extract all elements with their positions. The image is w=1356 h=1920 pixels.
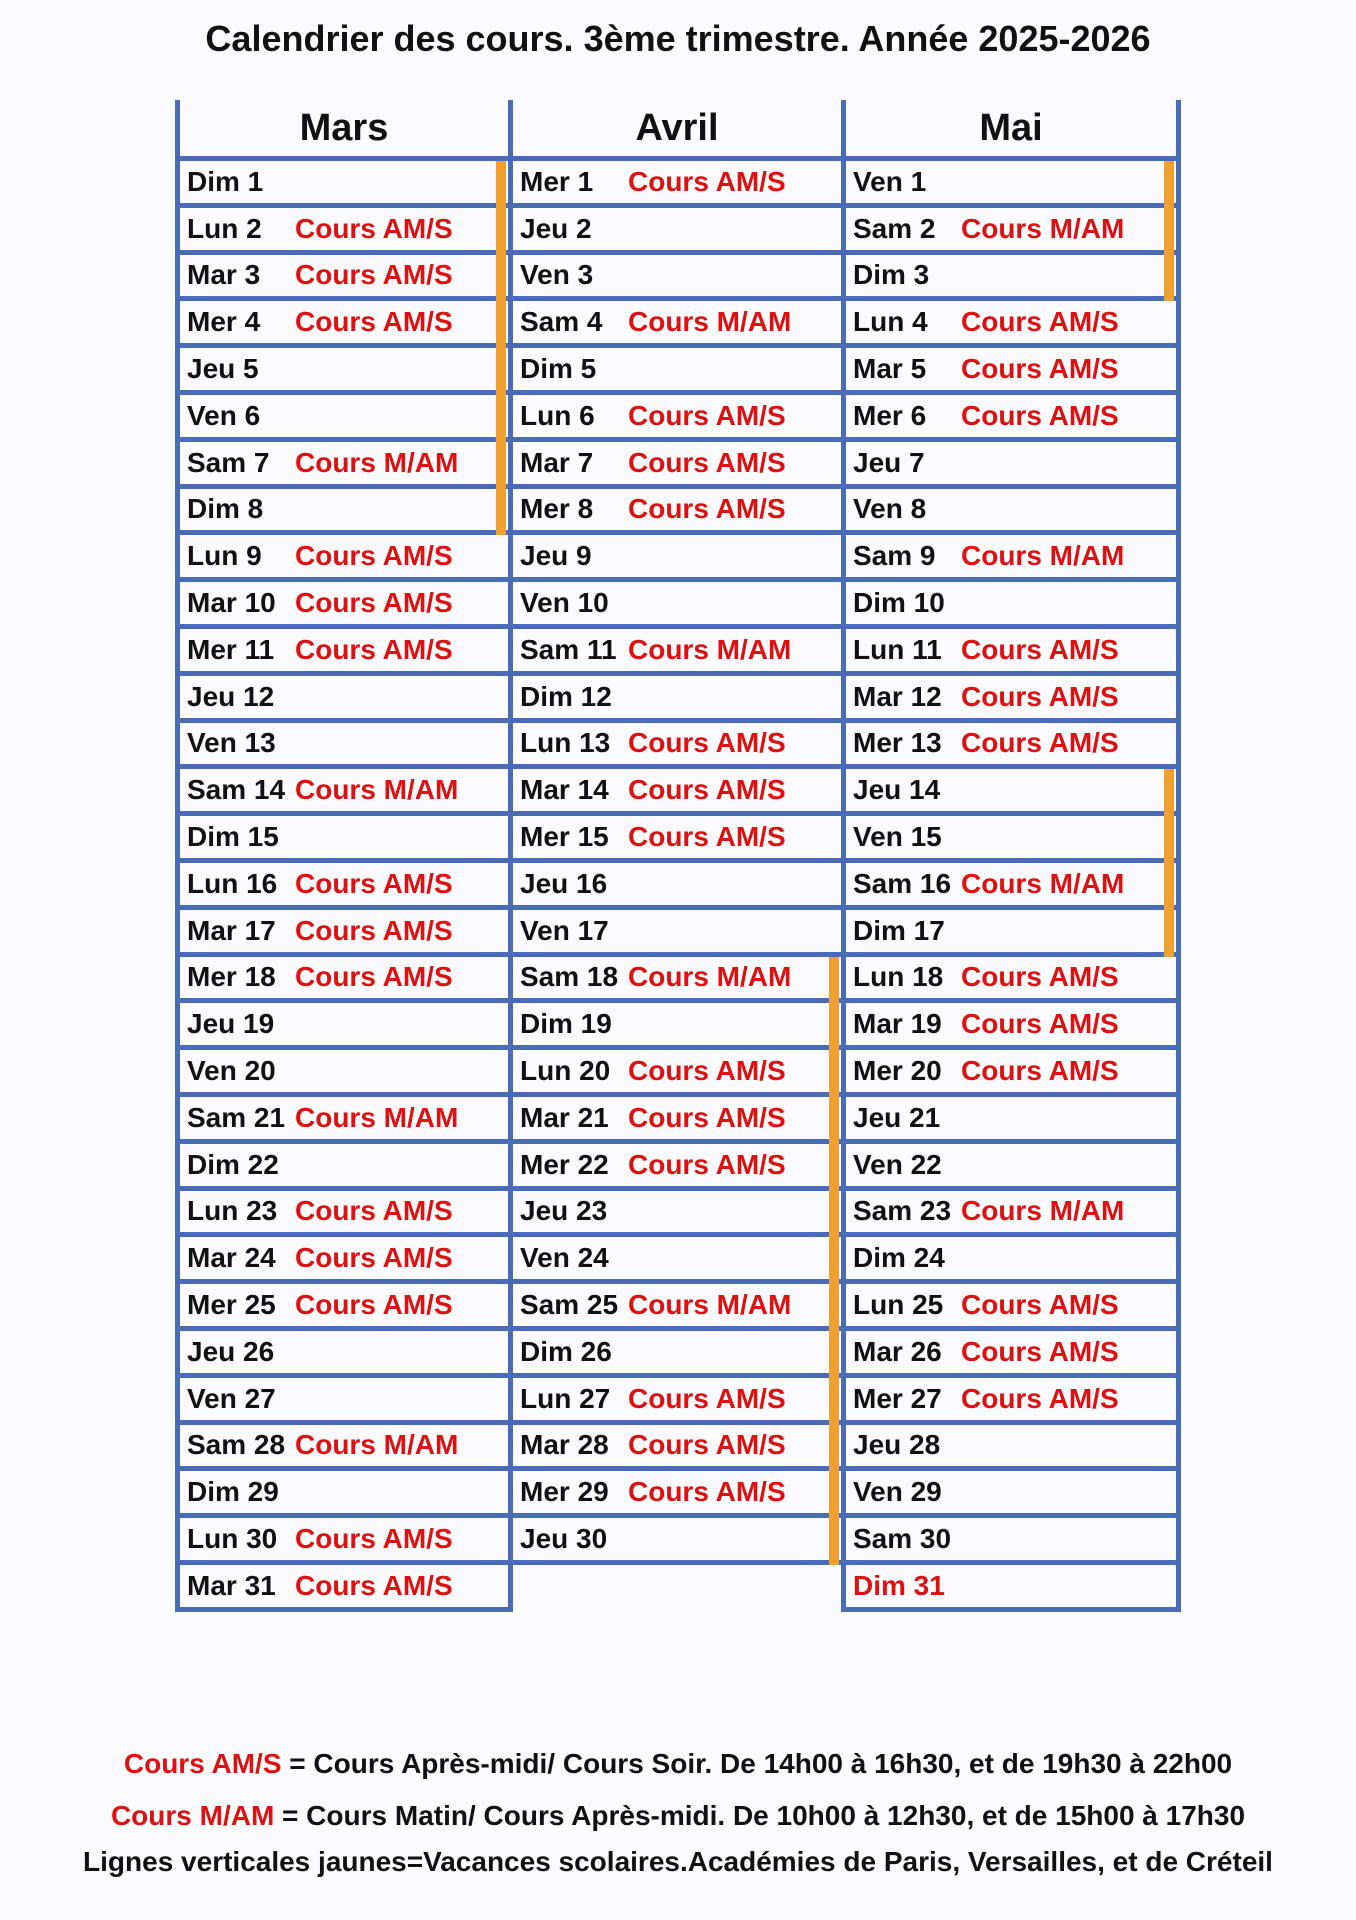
day-row	[513, 957, 841, 1004]
holiday-marker	[496, 208, 506, 255]
holiday-marker	[829, 1050, 839, 1097]
course-label: Cours AM/S	[961, 1382, 1119, 1414]
course-label: Cours AM/S	[961, 1289, 1119, 1321]
day-label: Mer 11	[187, 633, 275, 665]
month-column-avril	[508, 100, 841, 1612]
day-row	[846, 1425, 1176, 1472]
course-label: Cours AM/S	[961, 306, 1119, 338]
holiday-marker	[496, 442, 506, 489]
course-label: Cours AM/S	[628, 165, 786, 197]
day-label: Sam 18	[520, 961, 619, 993]
legend-line-ams	[0, 1748, 1356, 1780]
day-label: Jeu 9	[520, 540, 592, 572]
day-label: Ven 22	[853, 1148, 942, 1180]
holiday-marker	[829, 1003, 839, 1050]
day-row	[513, 1097, 841, 1144]
course-label: Cours AM/S	[628, 1382, 786, 1414]
day-label: Lun 2	[187, 212, 262, 244]
day-row	[513, 1425, 841, 1472]
course-label: Cours AM/S	[295, 259, 453, 291]
day-label: Mer 6	[853, 399, 927, 431]
day-label: Ven 15	[853, 821, 942, 853]
day-row	[180, 301, 508, 348]
day-row	[846, 816, 1176, 863]
day-label: Ven 1	[853, 165, 927, 197]
day-label: Ven 24	[520, 1242, 609, 1274]
course-label: Cours AM/S	[295, 212, 453, 244]
legend-text-ams: = Cours Après-midi/ Cours Soir. De 14h00 à 16h30, et de 19h30 à 22h00	[281, 1748, 1233, 1779]
day-row	[846, 1284, 1176, 1331]
legend-text-holidays: Lignes verticales jaunes=Vacances scolaires.Académies de Paris, Versailles, et de Créteil	[83, 1846, 1273, 1877]
holiday-marker	[496, 348, 506, 395]
day-label: Dim 12	[520, 680, 612, 712]
day-row	[180, 442, 508, 489]
day-label: Dim 19	[520, 1008, 612, 1040]
holiday-marker	[829, 1425, 839, 1472]
day-row	[180, 1518, 508, 1565]
day-label: Mar 7	[520, 446, 594, 478]
day-label: Mar 31	[187, 1569, 276, 1601]
day-label: Dim 3	[853, 259, 930, 291]
day-row	[846, 1050, 1176, 1097]
day-row	[513, 769, 841, 816]
holiday-marker	[829, 1191, 839, 1238]
day-label: Dim 5	[520, 353, 597, 385]
day-row	[513, 255, 841, 302]
day-label: Jeu 23	[520, 1195, 608, 1227]
day-row	[180, 769, 508, 816]
day-row	[513, 910, 841, 957]
holiday-marker	[1164, 208, 1174, 255]
day-label: Sam 16	[853, 867, 952, 899]
day-row	[846, 1331, 1176, 1378]
day-label: Sam 14	[187, 774, 286, 806]
course-label: Cours AM/S	[961, 727, 1119, 759]
day-label: Dim 15	[187, 821, 279, 853]
day-row	[180, 723, 508, 770]
holiday-marker	[1164, 769, 1174, 816]
course-label: Cours AM/S	[628, 399, 786, 431]
day-label: Dim 10	[853, 587, 945, 619]
day-row	[513, 863, 841, 910]
day-label: Dim 1	[187, 165, 264, 197]
day-row	[180, 395, 508, 442]
course-label: Cours AM/S	[961, 961, 1119, 993]
day-row	[513, 301, 841, 348]
day-label: Sam 4	[520, 306, 603, 338]
day-row	[513, 395, 841, 442]
holiday-marker	[829, 1378, 839, 1425]
day-row	[846, 489, 1176, 536]
day-row	[180, 255, 508, 302]
legend-line-mam	[0, 1800, 1356, 1832]
holiday-marker	[829, 1144, 839, 1191]
day-row	[180, 1565, 508, 1612]
day-label: Mer 8	[520, 493, 594, 525]
day-row	[513, 1284, 841, 1331]
day-label: Mar 26	[853, 1335, 942, 1367]
day-label: Mar 19	[853, 1008, 942, 1040]
day-label: Dim 26	[520, 1335, 612, 1367]
day-row	[513, 208, 841, 255]
day-label: Mar 21	[520, 1101, 609, 1133]
day-label: Sam 9	[853, 540, 936, 572]
day-label: Sam 28	[187, 1429, 286, 1461]
course-label: Cours M/AM	[628, 1289, 792, 1321]
day-label: Jeu 28	[853, 1429, 941, 1461]
course-label: Cours AM/S	[628, 493, 786, 525]
course-label: Cours AM/S	[961, 680, 1119, 712]
legend-text-mam: = Cours Matin/ Cours Après-midi. De 10h00 à 12h30, et de 15h00 à 17h30	[274, 1800, 1246, 1831]
course-label: Cours AM/S	[961, 353, 1119, 385]
day-row	[846, 535, 1176, 582]
day-row	[513, 1050, 841, 1097]
course-label: Cours AM/S	[295, 306, 453, 338]
holiday-marker	[496, 395, 506, 442]
course-label: Cours AM/S	[628, 1476, 786, 1508]
day-row	[180, 535, 508, 582]
course-label: Cours AM/S	[628, 1429, 786, 1461]
day-label: Jeu 7	[853, 446, 925, 478]
day-row	[513, 1378, 841, 1425]
day-row	[846, 582, 1176, 629]
day-row	[513, 442, 841, 489]
course-label: Cours M/AM	[295, 1101, 459, 1133]
holiday-marker	[496, 255, 506, 302]
day-row	[846, 723, 1176, 770]
day-label: Lun 13	[520, 727, 611, 759]
day-row	[180, 863, 508, 910]
holiday-marker	[829, 1097, 839, 1144]
day-row	[846, 910, 1176, 957]
day-label: Lun 6	[520, 399, 595, 431]
legend-code-mam: Cours M/AM	[110, 1800, 275, 1831]
day-label: Sam 11	[520, 633, 617, 665]
day-row	[846, 1003, 1176, 1050]
holiday-marker	[1164, 910, 1174, 957]
course-label: Cours AM/S	[628, 1055, 786, 1087]
course-label: Cours AM/S	[961, 1335, 1119, 1367]
month-header: Avril	[513, 100, 841, 161]
course-label: Cours M/AM	[628, 961, 792, 993]
course-label: Cours AM/S	[628, 774, 786, 806]
day-label: Mar 12	[853, 680, 942, 712]
month-column-mars	[175, 100, 508, 1612]
day-label: Dim 24	[853, 1242, 945, 1274]
day-label: Mer 13	[853, 727, 942, 759]
day-label: Ven 27	[187, 1382, 276, 1414]
day-row	[513, 348, 841, 395]
day-row	[846, 629, 1176, 676]
day-label: Mar 24	[187, 1242, 276, 1274]
day-label: Mer 15	[520, 821, 609, 853]
day-label: Lun 23	[187, 1195, 278, 1227]
day-label: Ven 13	[187, 727, 276, 759]
course-label: Cours AM/S	[961, 633, 1119, 665]
day-row	[846, 1237, 1176, 1284]
day-row	[180, 957, 508, 1004]
day-row	[180, 676, 508, 723]
day-row	[513, 1471, 841, 1518]
holiday-marker	[1164, 863, 1174, 910]
course-label: Cours M/AM	[628, 306, 792, 338]
day-label: Jeu 16	[520, 867, 608, 899]
day-label: Jeu 14	[853, 774, 941, 806]
day-label: Ven 10	[520, 587, 609, 619]
day-row	[846, 957, 1176, 1004]
day-row	[180, 1237, 508, 1284]
course-label: Cours AM/S	[295, 914, 453, 946]
day-label: Mer 25	[187, 1289, 276, 1321]
month-column-mai	[841, 100, 1181, 1612]
day-row	[180, 1331, 508, 1378]
day-label: Dim 31	[853, 1569, 945, 1601]
day-label: Mar 3	[187, 259, 261, 291]
day-row	[513, 1237, 841, 1284]
day-row	[180, 1471, 508, 1518]
day-row	[180, 1425, 508, 1472]
course-label: Cours AM/S	[961, 1055, 1119, 1087]
course-label: Cours M/AM	[295, 1429, 459, 1461]
day-row	[513, 723, 841, 770]
holiday-marker	[496, 489, 506, 536]
course-label: Cours AM/S	[295, 1523, 453, 1554]
day-label: Dim 29	[187, 1476, 279, 1508]
day-label: Mar 5	[853, 353, 927, 385]
holiday-marker	[829, 1284, 839, 1331]
day-row	[513, 582, 841, 629]
day-row	[846, 442, 1176, 489]
day-row	[513, 161, 841, 208]
day-label: Lun 20	[520, 1055, 611, 1087]
day-label: Dim 17	[853, 914, 945, 946]
day-row	[180, 1050, 508, 1097]
day-label: Mer 4	[187, 306, 261, 338]
day-row	[180, 1003, 508, 1050]
course-label: Cours AM/S	[961, 399, 1119, 431]
day-label: Mer 22	[520, 1148, 609, 1180]
day-row	[513, 1331, 841, 1378]
day-label: Jeu 2	[520, 212, 592, 244]
course-label: Cours AM/S	[295, 587, 453, 619]
course-label: Cours AM/S	[295, 540, 453, 572]
day-label: Ven 8	[853, 493, 927, 525]
day-label: Lun 11	[853, 633, 942, 665]
day-label: Mar 28	[520, 1429, 609, 1461]
holiday-marker	[829, 1471, 839, 1518]
day-label: Lun 4	[853, 306, 928, 338]
day-label: Jeu 5	[187, 353, 259, 385]
holiday-marker	[1164, 816, 1174, 863]
course-label: Cours M/AM	[961, 212, 1125, 244]
course-label: Cours AM/S	[628, 821, 786, 853]
day-label: Lun 16	[187, 867, 278, 899]
day-row	[180, 208, 508, 255]
course-label: Cours M/AM	[961, 867, 1125, 899]
holiday-marker	[1164, 161, 1174, 208]
day-row	[846, 1518, 1176, 1565]
day-row	[180, 489, 508, 536]
day-row	[846, 395, 1176, 442]
day-row	[846, 1378, 1176, 1425]
day-row	[180, 161, 508, 208]
day-label: Mer 29	[520, 1476, 609, 1508]
course-label: Cours AM/S	[628, 446, 786, 478]
holiday-marker	[829, 1331, 839, 1378]
day-label: Mer 27	[853, 1382, 942, 1414]
course-label: Cours AM/S	[961, 1008, 1119, 1040]
day-label: Jeu 19	[187, 1008, 275, 1040]
day-label: Sam 25	[520, 1289, 619, 1321]
course-label: Cours M/AM	[295, 446, 459, 478]
month-header: Mai	[846, 100, 1176, 161]
course-label: Cours M/AM	[961, 540, 1125, 572]
day-row	[846, 863, 1176, 910]
day-row	[513, 535, 841, 582]
day-label: Mar 14	[520, 774, 609, 806]
day-row	[846, 255, 1176, 302]
day-label: Lun 9	[187, 540, 262, 572]
day-row	[846, 161, 1176, 208]
day-label: Jeu 26	[187, 1335, 275, 1367]
day-row	[180, 629, 508, 676]
day-row	[180, 348, 508, 395]
day-row	[846, 1097, 1176, 1144]
day-label: Mer 20	[853, 1055, 942, 1087]
day-label: Jeu 12	[187, 680, 275, 712]
course-label: Cours M/AM	[961, 1195, 1125, 1227]
day-row	[513, 1191, 841, 1238]
day-label: Sam 23	[853, 1195, 952, 1227]
day-label: Ven 3	[520, 259, 594, 291]
course-label: Cours AM/S	[295, 1242, 453, 1274]
day-row	[513, 1003, 841, 1050]
day-label: Sam 21	[187, 1101, 286, 1133]
day-row	[180, 582, 508, 629]
day-row	[513, 629, 841, 676]
day-label: Mer 18	[187, 961, 276, 993]
day-row	[180, 1191, 508, 1238]
day-row	[846, 1191, 1176, 1238]
holiday-marker	[829, 957, 839, 1004]
day-label: Lun 27	[520, 1382, 611, 1414]
day-row	[180, 1378, 508, 1425]
day-row	[513, 1144, 841, 1191]
course-label: Cours AM/S	[295, 1569, 453, 1601]
course-label: Cours AM/S	[295, 961, 453, 993]
day-row	[513, 489, 841, 536]
holiday-marker	[496, 301, 506, 348]
day-label: Ven 29	[853, 1476, 942, 1508]
holiday-marker	[496, 161, 506, 208]
course-label: Cours AM/S	[295, 1289, 453, 1321]
day-row	[180, 1097, 508, 1144]
course-label: Cours AM/S	[295, 867, 453, 899]
holiday-marker	[829, 1518, 839, 1565]
day-label: Dim 22	[187, 1148, 279, 1180]
course-label: Cours AM/S	[295, 1195, 453, 1227]
month-header: Mars	[180, 100, 508, 161]
day-label: Mar 10	[187, 587, 276, 619]
course-label: Cours AM/S	[628, 1101, 786, 1133]
calendar-grid	[175, 100, 1181, 1612]
day-row	[513, 1518, 841, 1565]
holiday-marker	[829, 1237, 839, 1284]
day-row	[513, 676, 841, 723]
day-label: Sam 30	[853, 1523, 952, 1554]
day-label: Dim 8	[187, 493, 264, 525]
day-label: Mar 17	[187, 914, 276, 946]
day-label: Lun 18	[853, 961, 944, 993]
day-label: Lun 25	[853, 1289, 944, 1321]
course-label: Cours M/AM	[295, 774, 459, 806]
day-row	[180, 910, 508, 957]
day-label: Ven 17	[520, 914, 609, 946]
day-row	[846, 208, 1176, 255]
day-row	[846, 676, 1176, 723]
day-row	[180, 1284, 508, 1331]
day-row	[846, 301, 1176, 348]
day-row	[846, 1471, 1176, 1518]
legend-code-ams: Cours AM/S	[123, 1748, 282, 1779]
holiday-marker	[1164, 255, 1174, 302]
course-label: Cours AM/S	[628, 727, 786, 759]
day-label: Lun 30	[187, 1523, 278, 1554]
day-row	[846, 1565, 1176, 1612]
course-label: Cours M/AM	[628, 633, 792, 665]
day-label: Jeu 30	[520, 1523, 608, 1554]
day-label: Sam 7	[187, 446, 270, 478]
legend-line-holidays	[0, 1846, 1356, 1878]
page-title: Calendrier des cours. 3ème trimestre. Année 2025-2026	[205, 18, 1151, 59]
day-row	[846, 769, 1176, 816]
day-row	[846, 1144, 1176, 1191]
day-label: Jeu 21	[853, 1101, 941, 1133]
day-label: Mer 1	[520, 165, 594, 197]
day-row	[846, 348, 1176, 395]
course-label: Cours AM/S	[295, 633, 453, 665]
day-label: Sam 2	[853, 212, 936, 244]
day-label: Ven 20	[187, 1055, 276, 1087]
day-row	[513, 816, 841, 863]
day-row	[180, 816, 508, 863]
course-label: Cours AM/S	[628, 1148, 786, 1180]
day-label: Ven 6	[187, 399, 261, 431]
day-row	[180, 1144, 508, 1191]
